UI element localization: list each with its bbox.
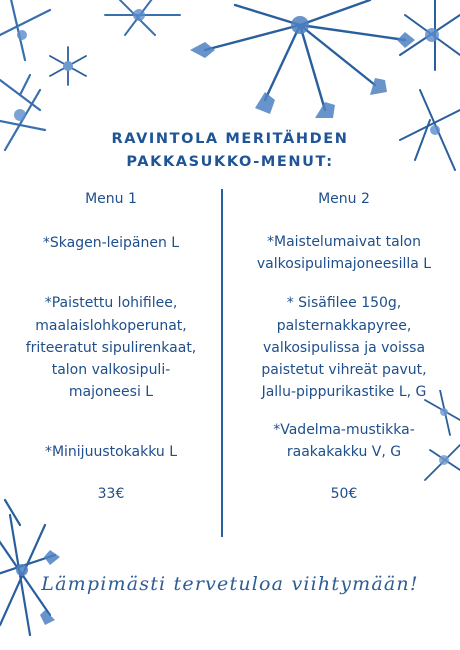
snowflake-icon [420,390,460,490]
menu-1-price: 33€ [97,486,125,502]
menu-2-starter-line: *Maistelumaivat talon [266,234,421,250]
menu-2-main-line: palsternakkapyree, [276,318,412,334]
snowflake-icon [45,45,91,87]
menu-1-main-line: maalaislohkoperunat, [35,318,187,334]
menu-2-main-line: paistetut vihreät pavut, [261,362,427,378]
restaurant-name: RAVINTOLA MERITÄHDEN [111,131,349,147]
menu-2-price: 50€ [330,486,358,502]
menu-1-main-line: talon valkosipuli- [51,362,171,378]
menu-2-main-line: valkosipulissa ja voissa [262,340,426,356]
menu-subtitle: PAKKASUKKO-MENUT: [126,154,334,170]
menu-2-main-line: Jallu-pippurikastike L, G [261,384,427,400]
menu-2-dessert-line: raakakakku V, G [286,444,402,460]
menu-1-main-line: *Paistettu lohifilee, [44,295,178,311]
welcome-greeting: Lämpimästi tervetuloa viihtymään! [41,573,419,595]
menu-2-dessert-line: *Vadelma-mustikka- [273,422,415,438]
menu-1-main-line: majoneesi L [68,384,154,400]
menu-title [0,128,460,174]
snowflake-icon [95,0,185,40]
menu-2-title: Menu 2 [318,191,370,207]
menu-1-starter: *Skagen-leipänen L [42,235,180,251]
menu-2-main-line: * Sisäfilee 150g, [286,295,402,311]
menu-1-dessert: *Minijuustokakku L [44,444,178,460]
menu-1-title: Menu 1 [85,191,137,207]
menu-2-starter-line: valkosipulimajoneesilla L [256,256,432,272]
menu-1-main-line: friteeratut sipulirenkaat, [25,340,197,356]
snowflake-icon [175,0,415,120]
